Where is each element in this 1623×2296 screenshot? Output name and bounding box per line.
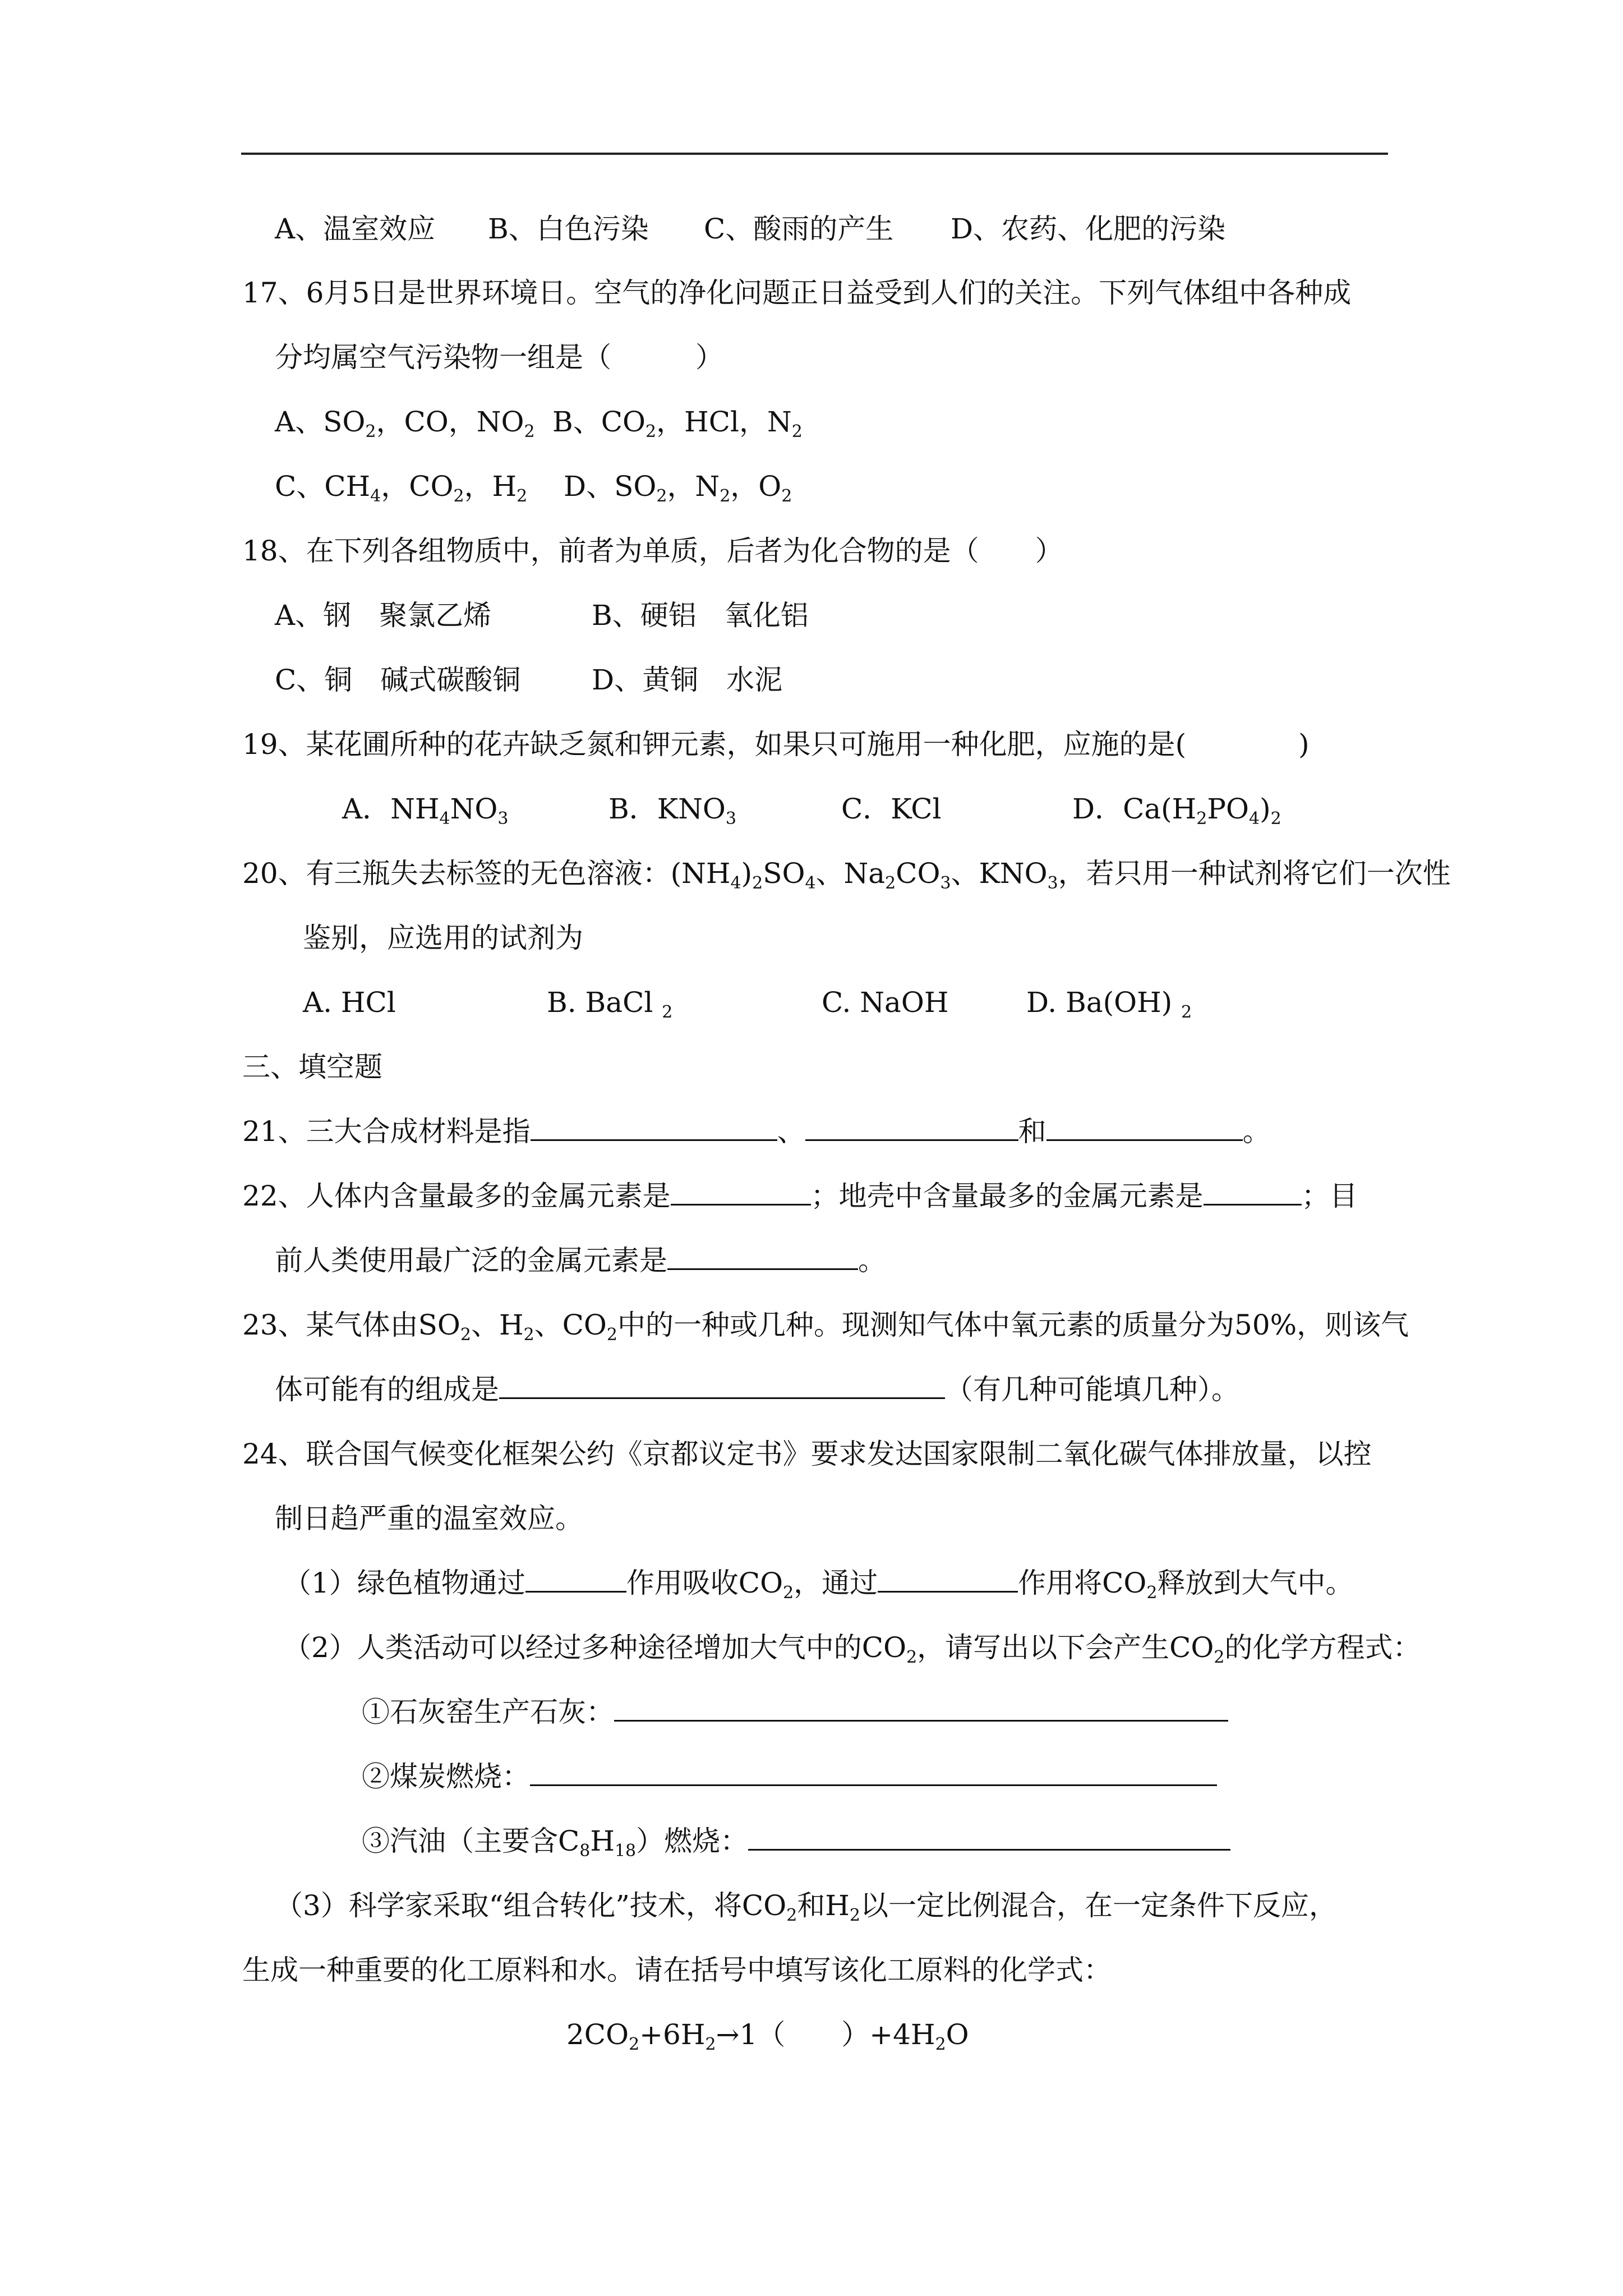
q24-blank-1[interactable]: [525, 1590, 626, 1593]
q17-option-b: B、$CO_2$，HCl，$N_2$: [552, 406, 803, 441]
section-heading: 三、填空题: [242, 1051, 382, 1083]
q17-stem-line1: 17、6月5日是世界环境日。空气的净化问题正日益受到人们的关注。下列气体组中各种成: [242, 277, 1352, 309]
q24-stem-line2: 制日趋严重的温室效应。: [275, 1502, 583, 1535]
q24-equation-2: ②煤炭燃烧：: [362, 1763, 1217, 1791]
q24-blank-2[interactable]: [878, 1590, 1018, 1593]
q18-option-b: B、硬铝 氧化铝: [592, 599, 809, 632]
q22-blank-1[interactable]: [671, 1203, 811, 1205]
q24-blank-3[interactable]: [614, 1719, 1228, 1722]
q20-option-c: C. NaOH: [822, 986, 949, 1019]
q16-option-c: C、酸雨的产生: [704, 213, 894, 245]
q24-blank-5[interactable]: [748, 1848, 1230, 1851]
q19-option-b: B．$KNO_3$: [608, 793, 736, 829]
q18-option-d: D、黄铜 水泥: [592, 664, 783, 696]
q24-equation-3: ③汽油（主要含$C_8H_{18}$）燃烧：: [362, 1827, 1230, 1855]
q18-option-a: A、钢 聚氯乙烯: [275, 599, 492, 632]
q19-stem: 19、某花圃所种的花卉缺乏氮和钾元素，如果只可施用一种化肥，应施的是( ): [242, 728, 1310, 761]
q24-part3-line2: 生成一种重要的化工原料和水。请在括号中填写该化工原料的化学式：: [242, 1954, 1112, 1986]
q19-option-a: A．$NH_4NO_3$: [342, 793, 509, 829]
q17-option-a: A、$SO_2$，CO，$NO_2$: [275, 406, 535, 441]
q17-option-c: C、$CH_4$，$CO_2$，$H_2$: [275, 470, 528, 506]
q22-blank-2[interactable]: [1204, 1203, 1302, 1205]
q20-option-b: B. BaCl $_2$: [547, 986, 673, 1022]
q18-option-c: C、铜 碱式碳酸铜: [275, 664, 521, 696]
q24-blank-4[interactable]: [530, 1784, 1217, 1786]
q24-equation-1: ①石灰窑生产石灰：: [362, 1698, 1228, 1726]
q23-line2: 体可能有的组成是 （有几种可能填几种）。: [275, 1373, 1239, 1406]
q16-option-a: A、温室效应: [275, 213, 436, 245]
q19-option-c: C．KCl: [841, 793, 942, 825]
q20-option-a: A. HCl: [303, 986, 396, 1019]
q22-blank-3[interactable]: [667, 1268, 858, 1270]
header-rule: [241, 153, 1388, 155]
q17-stem-line2: 分均属空气污染物一组是（ ）: [275, 341, 723, 374]
q24-part1: （1）绿色植物通过 作用吸收$CO_2$，通过 作用将$CO_2$释放到大气中。: [283, 1567, 1354, 1603]
q21-blank-1[interactable]: [531, 1139, 777, 1141]
q21-blank-3[interactable]: [1046, 1139, 1243, 1141]
q16-option-d: D、农药、化肥的污染: [951, 213, 1226, 245]
q21-blank-2[interactable]: [805, 1139, 1018, 1141]
q20-stem-line1: 20、有三瓶失去标签的无色溶液：$(NH_4)_2SO_4$、$Na_2CO_3$、$KNO_3$，若只用一种试剂将它们一次性: [242, 857, 1451, 893]
q19-option-d: D．$Ca(H_2PO_4)_2$: [1072, 793, 1281, 829]
q22-line1: 22、人体内含量最多的金属元素是 ；地壳中含量最多的金属元素是 ；目: [242, 1180, 1358, 1212]
q21: 21、三大合成材料是指 、 和 。: [242, 1115, 1271, 1148]
q24-part3-line1: （3）科学家采取“组合转化”技术，将$CO_2$和$H_2$以一定比例混合，在一定条件下反应，: [275, 1889, 1337, 1925]
q17-option-d: D、$SO_2$，$N_2$，$O_2$: [564, 470, 792, 506]
q24-reaction-equation: $2CO_2+6H_2\to 1$（ ）$+4H_2O$: [566, 2018, 969, 2054]
q18-stem: 18、在下列各组物质中，前者为单质，后者为化合物的是（ ）: [242, 535, 1063, 567]
q23-line1: 23、某气体由$SO_2$、$H_2$、$CO_2$中的一种或几种。现测知气体中氧元素的质量分为50%，则该气: [242, 1309, 1409, 1345]
q20-stem-line2: 鉴别，应选用的试剂为: [303, 922, 583, 954]
q24-part2: （2）人类活动可以经过多种途径增加大气中的$CO_2$，请写出以下会产生$CO_2$的化学方程式：: [283, 1631, 1421, 1667]
q20-option-d: D. Ba(OH) $_2$: [1026, 986, 1192, 1022]
q22-line2: 前人类使用最广泛的金属元素是 。: [275, 1244, 886, 1277]
q16-option-b: B、白色污染: [488, 213, 649, 245]
q24-stem-line1: 24、联合国气候变化框架公约《京都议定书》要求发达国家限制二氧化碳气体排放量，以控: [242, 1438, 1372, 1470]
q23-blank[interactable]: [499, 1397, 945, 1399]
